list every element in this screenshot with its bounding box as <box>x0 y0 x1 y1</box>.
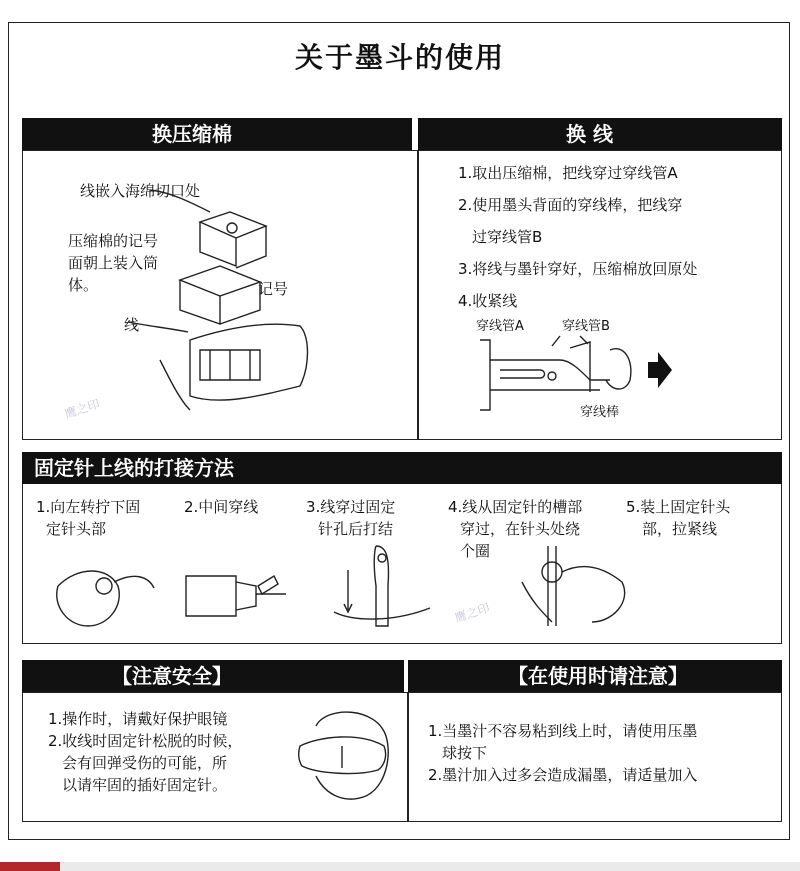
notice-line-1: 1.当墨汁不容易粘到线上时，请使用压墨 <box>428 722 698 740</box>
header-text: 固定针上线的打接方法 <box>34 456 234 480</box>
pin-step-4-l2: 穿过，在针头处绕 <box>460 520 581 538</box>
notice-line-2: 球按下 <box>442 744 488 762</box>
safety-line-1: 1.操作时，请戴好保护眼镜 <box>48 710 228 728</box>
threading-diagram <box>460 330 670 410</box>
goggles-icon <box>296 706 392 806</box>
header-text: 换 线 <box>566 122 613 146</box>
arrow-right-icon <box>648 352 672 388</box>
label-mark-3: 体。 <box>68 276 99 294</box>
label-line: 线 <box>124 316 140 334</box>
pin-step-5-l2: 部，拉紧线 <box>642 520 718 538</box>
label-threading-rod: 穿线棒 <box>580 405 620 420</box>
pin-step-2-diagram <box>176 556 296 636</box>
safety-line-3: 会有回弹受伤的可能，所 <box>62 754 228 772</box>
label-line-embed: 线嵌入海绵切口处 <box>80 182 201 200</box>
pin-step-1-l2: 定针头部 <box>46 520 107 538</box>
header-text: 换压缩棉 <box>152 122 232 146</box>
change-step-4: 4.收紧线 <box>458 292 518 310</box>
label-mark-2: 面朝上装入筒 <box>68 254 159 272</box>
pin-step-3-l1: 3.线穿过固定 <box>306 498 396 516</box>
section-header-change-line <box>418 118 782 150</box>
label-mark-1: 压缩棉的记号 <box>68 232 159 250</box>
pin-step-5-l1: 5.装上固定针头 <box>626 498 731 516</box>
pin-step-3-diagram <box>328 542 438 638</box>
pin-step-3-l2: 针孔后打结 <box>318 520 394 538</box>
pin-step-4-diagram <box>522 542 642 638</box>
label-mark: 记号 <box>258 280 289 298</box>
change-step-2b: 过穿线管B <box>472 228 543 246</box>
pin-step-1-diagram <box>48 556 158 636</box>
section-header-replace-cotton <box>22 118 412 150</box>
section-header-safety <box>22 660 404 692</box>
change-step-2: 2.使用墨头背面的穿线棒，把线穿 <box>458 196 683 214</box>
page-title: 关于墨斗的使用 <box>294 41 505 74</box>
notice-line-3: 2.墨汁加入过多会造成漏墨，请适量加入 <box>428 766 698 784</box>
header-text: 【注意安全】 <box>112 664 232 688</box>
bottom-accent <box>0 862 60 871</box>
cotton-diagram <box>140 200 300 420</box>
change-step-1: 1.取出压缩棉，把线穿过穿线管A <box>458 164 678 182</box>
label-tube-a: 穿线管A <box>476 319 524 334</box>
change-step-3: 3.将线与墨针穿好，压缩棉放回原处 <box>458 260 698 278</box>
label-tube-b: 穿线管B <box>562 319 610 334</box>
watermark: 鹰之印 <box>62 396 102 422</box>
safety-line-2: 2.收线时固定针松脱的时候， <box>48 732 243 750</box>
watermark: 鹰之印 <box>452 600 492 626</box>
pin-step-4-l1: 4.线从固定针的槽部 <box>448 498 583 516</box>
header-text: 【在使用时请注意】 <box>508 664 688 688</box>
pin-step-4-l3: 个圈 <box>460 542 491 560</box>
safety-line-4: 以请牢固的插好固定针。 <box>62 776 228 794</box>
pin-step-2-l1: 2.中间穿线 <box>184 498 259 516</box>
bottom-strip <box>0 862 800 871</box>
section-header-fixed-pin <box>22 452 782 484</box>
pin-step-1-l1: 1.向左转拧下固 <box>36 498 141 516</box>
section-header-notice <box>408 660 782 692</box>
